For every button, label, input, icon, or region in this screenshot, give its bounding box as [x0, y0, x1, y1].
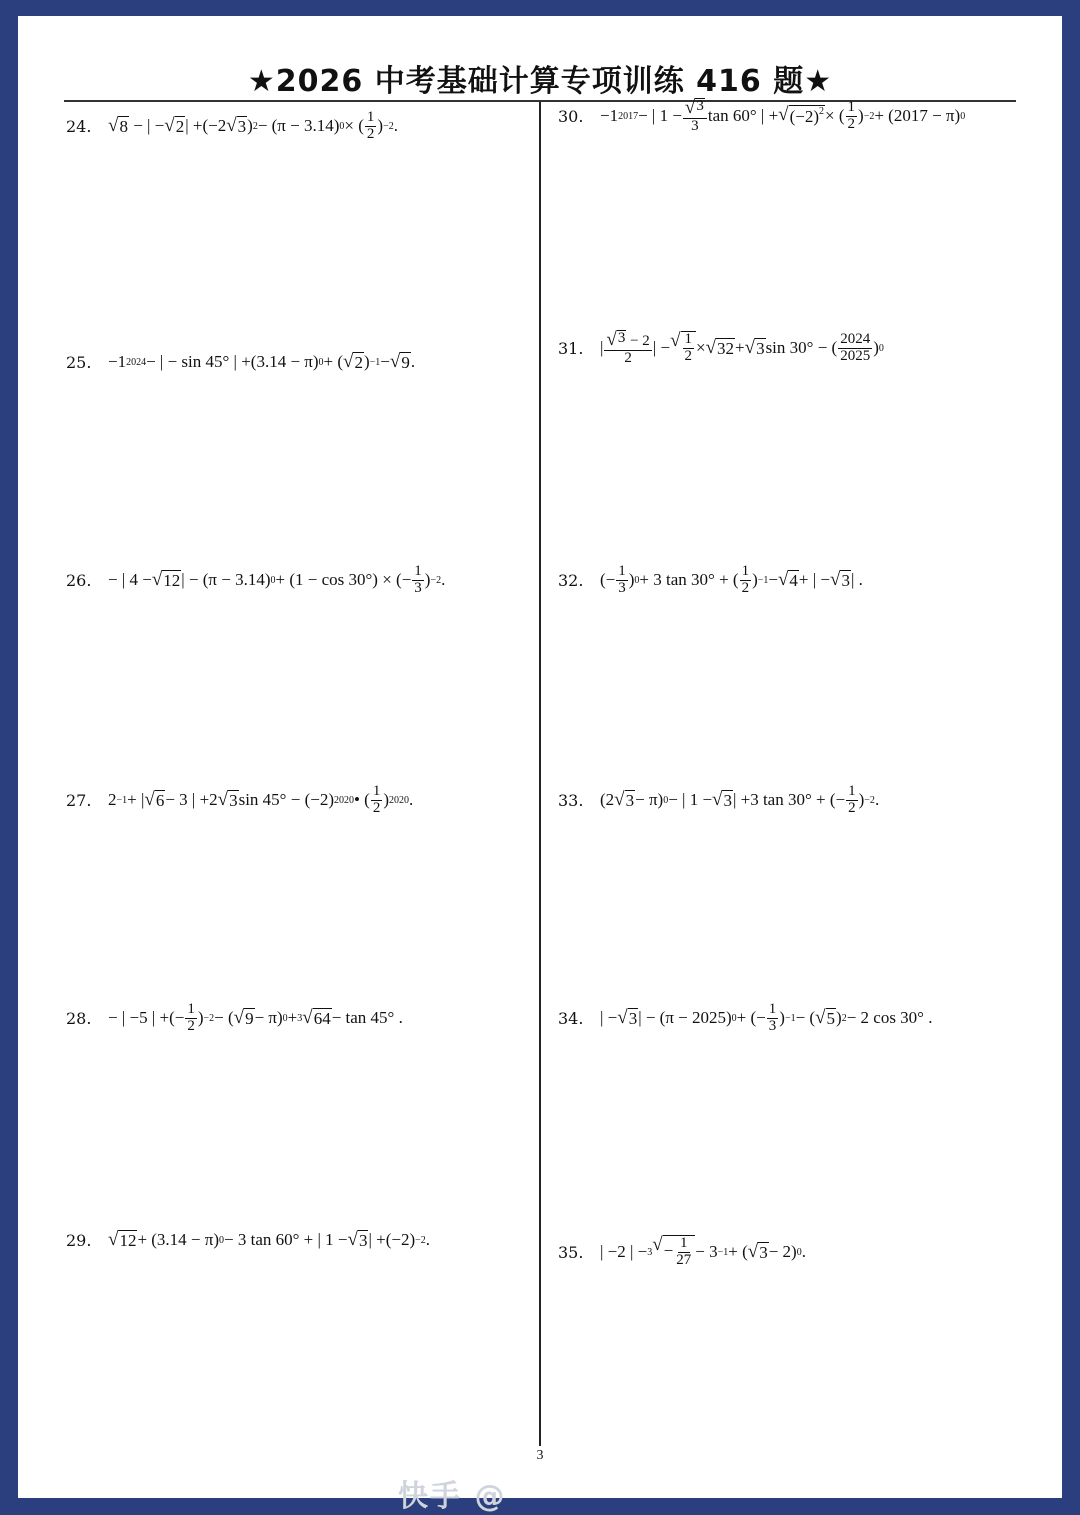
problem-number: 28.: [66, 1008, 92, 1028]
problem-27: [66, 770, 413, 830]
problem-number: 33.: [558, 790, 584, 810]
expression: 2 −1 + | √ 6 − 3 | +2 √ 3 sin 45° − (−2) 2020 • ( $\frac{1}{2}$ ) 2020 .: [108, 782, 414, 816]
page-title: ★2026 中考基础计算专项训练 416 题★: [247, 64, 833, 99]
expression: − | 4 − √ 12 | − (π − 3.14) 0 + (1 − cos 30°) × (− $\frac{1}{3}$ ) −2 .: [108, 562, 446, 596]
problem-number: 31.: [558, 338, 584, 358]
problem-number: 32.: [558, 570, 584, 590]
expression: √ 8 − | − √ 2 | +(−2 √ 3 ) 2 − (π − 3.14) 0 × ( $\frac{1}{2}$ ) −2 .: [108, 108, 398, 142]
expression: − | −5 | +(− $\frac{1}{2}$ ) −2 − ( √ 9 − π) 0 + 3 √ 64 − tan 45° .: [108, 1000, 403, 1034]
page-number: 3: [536, 1448, 544, 1463]
problem-35: [558, 1222, 806, 1282]
expression: (− $\frac{1}{3}$ ) 0 + 3 tan 30° + ( $\frac{1}{2}$ ) −1 − √ 4 + | − √ 3 | .: [600, 562, 863, 596]
problem-29: [66, 1210, 430, 1270]
problem-number: 26.: [66, 570, 92, 590]
problem-32: [558, 550, 863, 610]
problem-number: 25.: [66, 352, 92, 372]
problem-number: 30.: [558, 106, 584, 126]
expression: | − √ 3 | − (π − 2025) 0 + (− $\frac{1}{3}$ ) −1 − ( √ 5 ) 2 − 2 cos 30° .: [600, 1000, 933, 1034]
worksheet-page: [18, 16, 1062, 1514]
problem-number: 29.: [66, 1230, 92, 1250]
expression: −1 2017 − | 1 − √ 3 3 tan 60° | + √ $(-2)^2$ × ( $\frac{1}{2}$ ) −2 + (2017 − π) 0: [600, 96, 966, 134]
problem-number: 34.: [558, 1008, 584, 1028]
problem-33: [558, 770, 879, 830]
expression: √ 12 + (3.14 − π) 0 − 3 tan 60° + | 1 − √ 3 | +(−2) −2 .: [108, 1228, 430, 1250]
problem-34: [558, 988, 932, 1048]
expression: −1 2024 − | − sin 45° | +(3.14 − π) 0 + ( √ 2 ) −1 − √ 9 .: [108, 350, 416, 372]
expression: (2 √ 3 − π) 0 − | 1 − √ 3 | +3 tan 30° + (− $\frac{1}{2}$ ) −2 .: [600, 782, 880, 816]
problem-30: [558, 86, 965, 146]
expression: | √ 3 − 2 2 | − √ $\frac{1}{2}$ × √ 32 + √ 3 sin 30° − ( $\frac{2024}{2025}$ ) 0: [600, 328, 884, 366]
problem-28: [66, 988, 403, 1048]
problem-26: [66, 550, 445, 610]
problem-31: [558, 318, 884, 378]
problem-number: 24.: [66, 116, 92, 136]
expression: | −2 | − 3 √ − $\frac{1}{27}$ − 3 −1 + ( √ 3 − 2) 0 .: [600, 1234, 806, 1268]
problem-25: [66, 332, 415, 392]
problem-number: 35.: [558, 1242, 584, 1262]
column-divider: [539, 102, 541, 1446]
watermark-logo: 快手 @: [398, 1479, 507, 1514]
problem-24: [66, 96, 398, 156]
problem-number: 27.: [66, 790, 92, 810]
